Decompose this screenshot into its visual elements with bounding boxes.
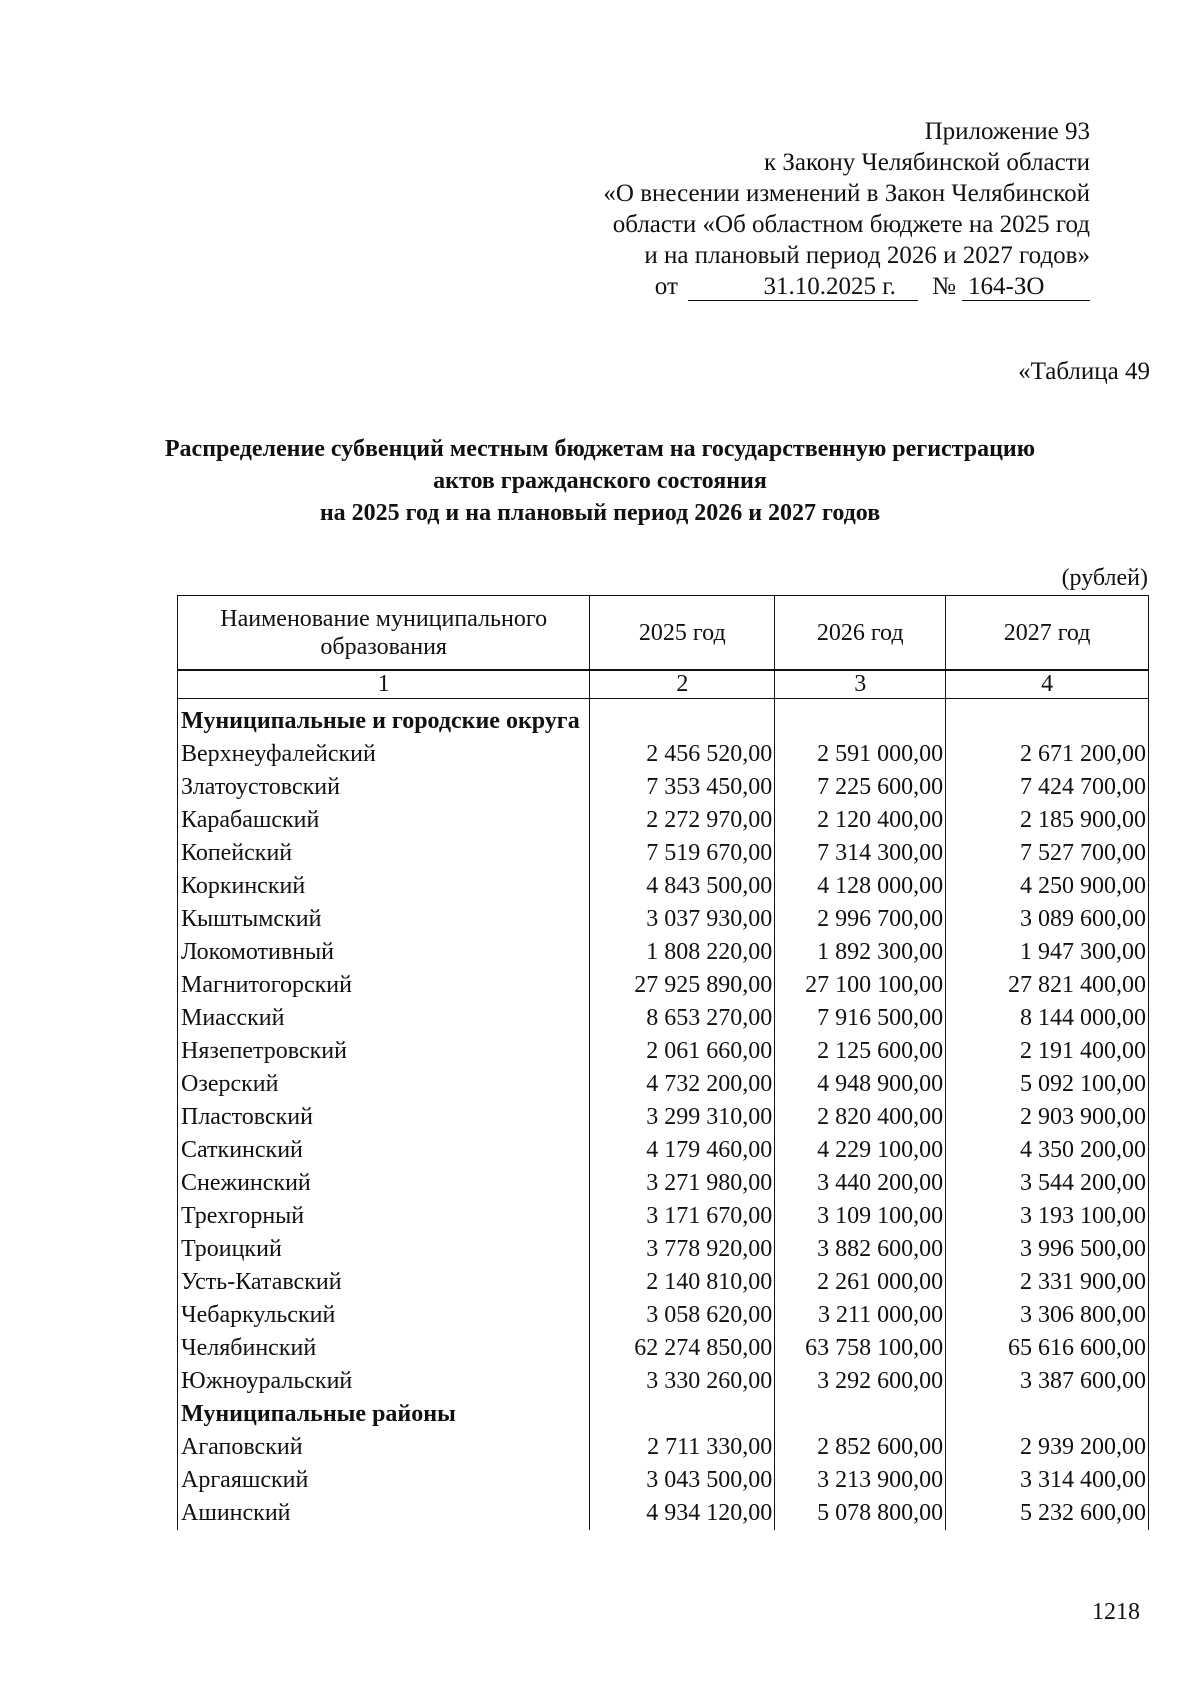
value-2026: 5 078 800,00 [775,1497,946,1530]
table-row [178,1299,1149,1332]
table-row [178,1134,1149,1167]
value-2027: 5 092 100,00 [946,1068,1149,1101]
table-row [178,1101,1149,1134]
municipality-name: Ашинский [178,1497,590,1530]
table-row [178,1035,1149,1068]
value-2027: 3 314 400,00 [946,1464,1149,1497]
title-line: Распределение субвенций местным бюджетам на государственную регистрацию [164,436,1036,462]
law-date: 31.10.2025 г. [688,274,918,301]
column-number: 2 [590,671,775,699]
value-2026: 3 211 000,00 [775,1299,946,1332]
value-2026: 63 758 100,00 [775,1332,946,1365]
value-2026: 3 213 900,00 [775,1464,946,1497]
units-label: (рублей) [1061,565,1148,591]
table-row [178,1233,1149,1266]
value-2026: 27 100 100,00 [775,969,946,1002]
municipality-name: Аргаяшский [178,1464,590,1497]
municipality-name: Пластовский [178,1101,590,1134]
value-2026: 4 948 900,00 [775,1068,946,1101]
value-2027: 3 193 100,00 [946,1200,1149,1233]
value-2025: 3 271 980,00 [590,1167,775,1200]
value-2027: 7 527 700,00 [946,837,1149,870]
value-2026: 1 892 300,00 [775,936,946,969]
section-header-row [178,699,1149,739]
value-2027: 2 191 400,00 [946,1035,1149,1068]
value-2027: 8 144 000,00 [946,1002,1149,1035]
value-2027: 27 821 400,00 [946,969,1149,1002]
header-line: к Закону Челябинской области [764,149,1090,176]
value-2027: 3 306 800,00 [946,1299,1149,1332]
value-2026: 2 591 000,00 [775,738,946,771]
municipality-name: Трехгорный [178,1200,590,1233]
table-row [178,1497,1149,1530]
table-row [178,936,1149,969]
value-2026: 2 996 700,00 [775,903,946,936]
table-row [178,837,1149,870]
table-row [178,1365,1149,1398]
table-row [178,1167,1149,1200]
value-2025: 2 456 520,00 [590,738,775,771]
municipality-name: Магнитогорский [178,969,590,1002]
value-2025: 2 272 970,00 [590,804,775,837]
municipality-name: Снежинский [178,1167,590,1200]
value-2026: 7 314 300,00 [775,837,946,870]
value-2027: 7 424 700,00 [946,771,1149,804]
municipality-name: Агаповский [178,1431,590,1464]
value-2025: 3 058 620,00 [590,1299,775,1332]
table-row [178,1431,1149,1464]
table-row [178,1266,1149,1299]
value-2025: 4 934 120,00 [590,1497,775,1530]
column-header-name: Наименование муниципального образования [178,596,590,670]
table-row [178,1002,1149,1035]
table-row [178,870,1149,903]
value-2025: 3 037 930,00 [590,903,775,936]
value-2025: 4 179 460,00 [590,1134,775,1167]
value-2026: 3 882 600,00 [775,1233,946,1266]
municipality-name: Усть-Катавский [178,1266,590,1299]
value-2025: 4 843 500,00 [590,870,775,903]
value-2026: 2 125 600,00 [775,1035,946,1068]
header-line: области «Об областном бюджете на 2025 год [612,211,1090,238]
value-2025: 3 299 310,00 [590,1101,775,1134]
value-2026: 2 820 400,00 [775,1101,946,1134]
value-2027: 2 185 900,00 [946,804,1149,837]
municipality-name: Челябинский [178,1332,590,1365]
value-2025: 3 171 670,00 [590,1200,775,1233]
municipality-name: Южноуральский [178,1365,590,1398]
value-2026: 7 225 600,00 [775,771,946,804]
value-2027: 3 996 500,00 [946,1233,1149,1266]
table-row [178,1068,1149,1101]
municipality-name: Троицкий [178,1233,590,1266]
table-row [178,1200,1149,1233]
table-header-row [178,596,1149,670]
value-2025: 3 330 260,00 [590,1365,775,1398]
value-2025: 7 353 450,00 [590,771,775,804]
column-number: 1 [178,671,590,699]
value-2027: 4 350 200,00 [946,1134,1149,1167]
column-header-2026: 2026 год [775,596,946,670]
title-line: на 2025 год и на плановый период 2026 и 2027 годов [319,500,881,526]
value-2027: 3 387 600,00 [946,1365,1149,1398]
value-2027: 2 939 200,00 [946,1431,1149,1464]
value-2025: 3 043 500,00 [590,1464,775,1497]
from-label: от [654,273,678,300]
municipality-name: Локомотивный [178,936,590,969]
value-2027: 2 903 900,00 [946,1101,1149,1134]
column-number: 3 [775,671,946,699]
value-2027: 3 544 200,00 [946,1167,1149,1200]
value-2025: 3 778 920,00 [590,1233,775,1266]
municipality-name: Карабашский [178,804,590,837]
value-2027: 3 089 600,00 [946,903,1149,936]
signature-line [603,271,1090,302]
table-row [178,1332,1149,1365]
table-row [178,1464,1149,1497]
value-2026: 3 292 600,00 [775,1365,946,1398]
number-label: № [932,273,956,300]
appendix-header [603,116,1090,302]
value-2026: 4 229 100,00 [775,1134,946,1167]
table-row [178,969,1149,1002]
value-2025: 1 808 220,00 [590,936,775,969]
value-2027: 5 232 600,00 [946,1497,1149,1530]
value-2027: 2 331 900,00 [946,1266,1149,1299]
municipality-name: Миасский [178,1002,590,1035]
title-line: актов гражданского состояния [433,468,767,494]
value-2026: 7 916 500,00 [775,1002,946,1035]
value-2026: 4 128 000,00 [775,870,946,903]
table-row [178,771,1149,804]
municipality-name: Озерский [178,1068,590,1101]
subvention-table [177,595,1149,1530]
value-2025: 7 519 670,00 [590,837,775,870]
value-2025: 2 061 660,00 [590,1035,775,1068]
header-line: Приложение 93 [924,118,1090,145]
value-2026: 2 852 600,00 [775,1431,946,1464]
law-number: 164-ЗО [962,274,1090,301]
table-row [178,738,1149,771]
municipality-name: Чебаркульский [178,1299,590,1332]
municipality-name: Златоустовский [178,771,590,804]
value-2025: 8 653 270,00 [590,1002,775,1035]
value-2025: 27 925 890,00 [590,969,775,1002]
header-line: и на плановый период 2026 и 2027 годов» [644,242,1090,269]
municipality-name: Саткинский [178,1134,590,1167]
table-row [178,804,1149,837]
page-number: 1218 [1092,1599,1140,1625]
section-title: Муниципальные районы [178,1398,590,1431]
table-reference: «Таблица 49 [1018,358,1150,385]
municipality-name: Копейский [178,837,590,870]
value-2027: 1 947 300,00 [946,936,1149,969]
section-title: Муниципальные и городские округа [178,699,590,739]
column-number: 4 [946,671,1149,699]
value-2025: 2 140 810,00 [590,1266,775,1299]
value-2025: 2 711 330,00 [590,1431,775,1464]
column-header-2025: 2025 год [590,596,775,670]
value-2026: 3 109 100,00 [775,1200,946,1233]
value-2026: 2 261 000,00 [775,1266,946,1299]
value-2026: 2 120 400,00 [775,804,946,837]
column-header-2027: 2027 год [946,596,1149,670]
column-number-row [178,671,1149,699]
value-2026: 3 440 200,00 [775,1167,946,1200]
municipality-name: Верхнеуфалейский [178,738,590,771]
value-2027: 2 671 200,00 [946,738,1149,771]
value-2025: 4 732 200,00 [590,1068,775,1101]
header-line: «О внесении изменений в Закон Челябинской [603,180,1090,207]
document-title [0,433,1200,529]
municipality-name: Нязепетровский [178,1035,590,1068]
table-row [178,903,1149,936]
municipality-name: Кыштымский [178,903,590,936]
section-header-row [178,1398,1149,1431]
municipality-name: Коркинский [178,870,590,903]
value-2025: 62 274 850,00 [590,1332,775,1365]
value-2027: 4 250 900,00 [946,870,1149,903]
value-2027: 65 616 600,00 [946,1332,1149,1365]
